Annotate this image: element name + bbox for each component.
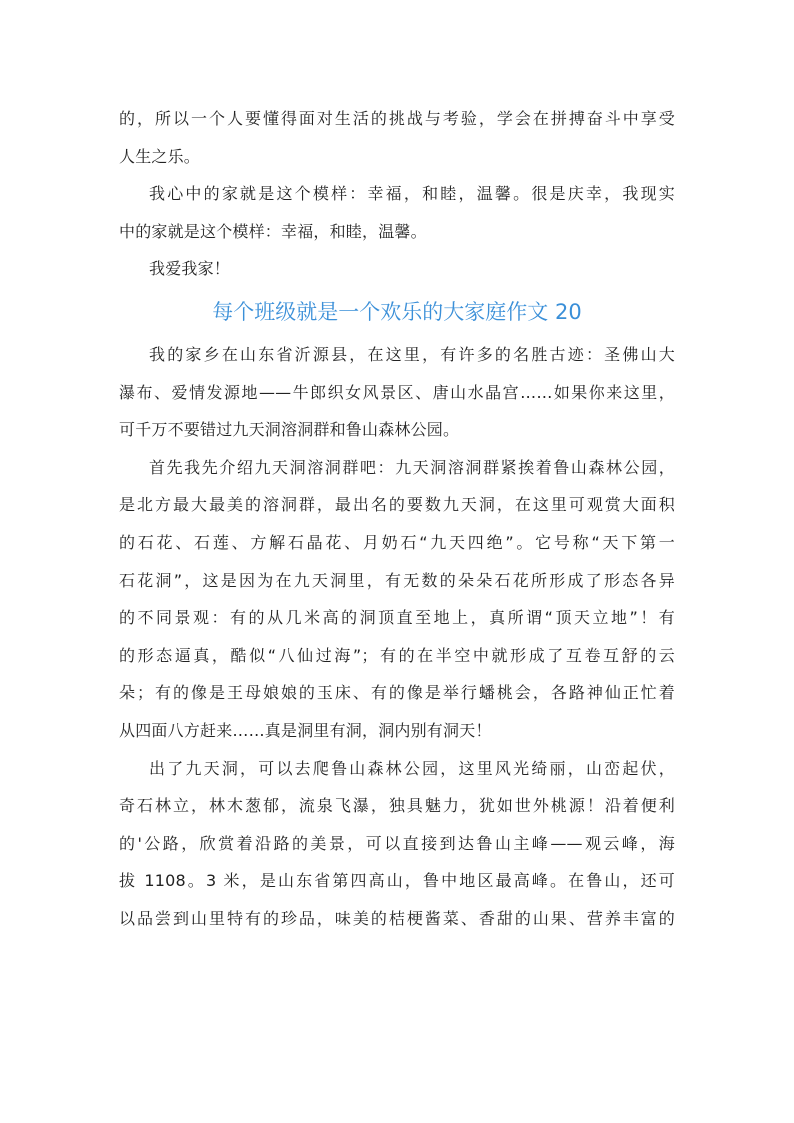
section-heading: 每个班级就是一个欢乐的大家庭作文 20 <box>212 299 582 324</box>
text-line: 我爱我家！ <box>149 259 231 279</box>
text-line: 拔 1108。3 米，是山东省第四高山，鲁中地区最高峰。在鲁山，还可 <box>119 871 675 891</box>
paragraph <box>119 175 675 250</box>
text-line: 我的家乡在山东省沂源县，在这里，有许多的名胜古迹：圣佛山大 <box>149 344 675 364</box>
paragraph <box>119 250 675 288</box>
text-line: 的形态逼真，酷似“八仙过海”；有的在半空中就形成了互卷互舒的云 <box>119 645 675 665</box>
text-line: 的不同景观：有的从几米高的洞顶直至地上，真所谓“顶天立地”！有 <box>119 608 675 628</box>
text-line: 出了九天洞，可以去爬鲁山森林公园，这里风光绮丽，山峦起伏， <box>149 758 675 778</box>
paragraph <box>119 336 675 449</box>
text-line: 朵；有的像是王母娘娘的玉床、有的像是举行蟠桃会，各路神仙正忙着 <box>119 683 675 703</box>
paragraph <box>119 750 675 938</box>
text-line: 的'公路，欣赏着沿路的美景，可以直接到达鲁山主峰——观云峰，海 <box>119 833 675 853</box>
text-line: 的，所以一个人要懂得面对生活的挑战与考验，学会在拼搏奋斗中享受 <box>119 109 675 128</box>
text-line: 从四面八方赶来……真是洞里有洞，洞内别有洞天！ <box>119 720 492 740</box>
text-line: 瀑布、爱情发源地——牛郎织女风景区、唐山水晶宫……如果你来这里， <box>119 382 675 402</box>
text-line: 石花洞”，这是因为在九天洞里，有无数的朵朵石花所形成了形态各异 <box>119 570 675 590</box>
paragraph <box>119 449 675 750</box>
text-line: 中的家就是这个模样：幸福，和睦，温馨。 <box>119 221 427 241</box>
text-line: 以品尝到山里特有的珍品，味美的桔梗酱菜、香甜的山果、营养丰富的 <box>119 908 675 928</box>
document-body <box>119 100 675 937</box>
text-line: 可千万不要错过九天洞溶洞群和鲁山森林公园。 <box>119 420 460 440</box>
text-line: 首先我先介绍九天洞溶洞群吧：九天洞溶洞群紧挨着鲁山森林公园， <box>149 457 675 477</box>
text-line: 人生之乐。 <box>119 146 201 166</box>
text-line: 奇石林立，林木葱郁，流泉飞瀑，独具魅力，犹如世外桃源！沿着便利 <box>119 796 675 816</box>
text-line: 是北方最大最美的溶洞群，最出名的要数九天洞，在这里可观赏大面积 <box>119 495 675 515</box>
paragraph <box>119 100 675 175</box>
text-line: 我心中的家就是这个模样：幸福，和睦，温馨。很是庆幸，我现实 <box>149 184 675 204</box>
text-line: 的石花、石莲、方解石晶花、月奶石“九天四绝”。它号称“天下第一 <box>119 532 675 552</box>
